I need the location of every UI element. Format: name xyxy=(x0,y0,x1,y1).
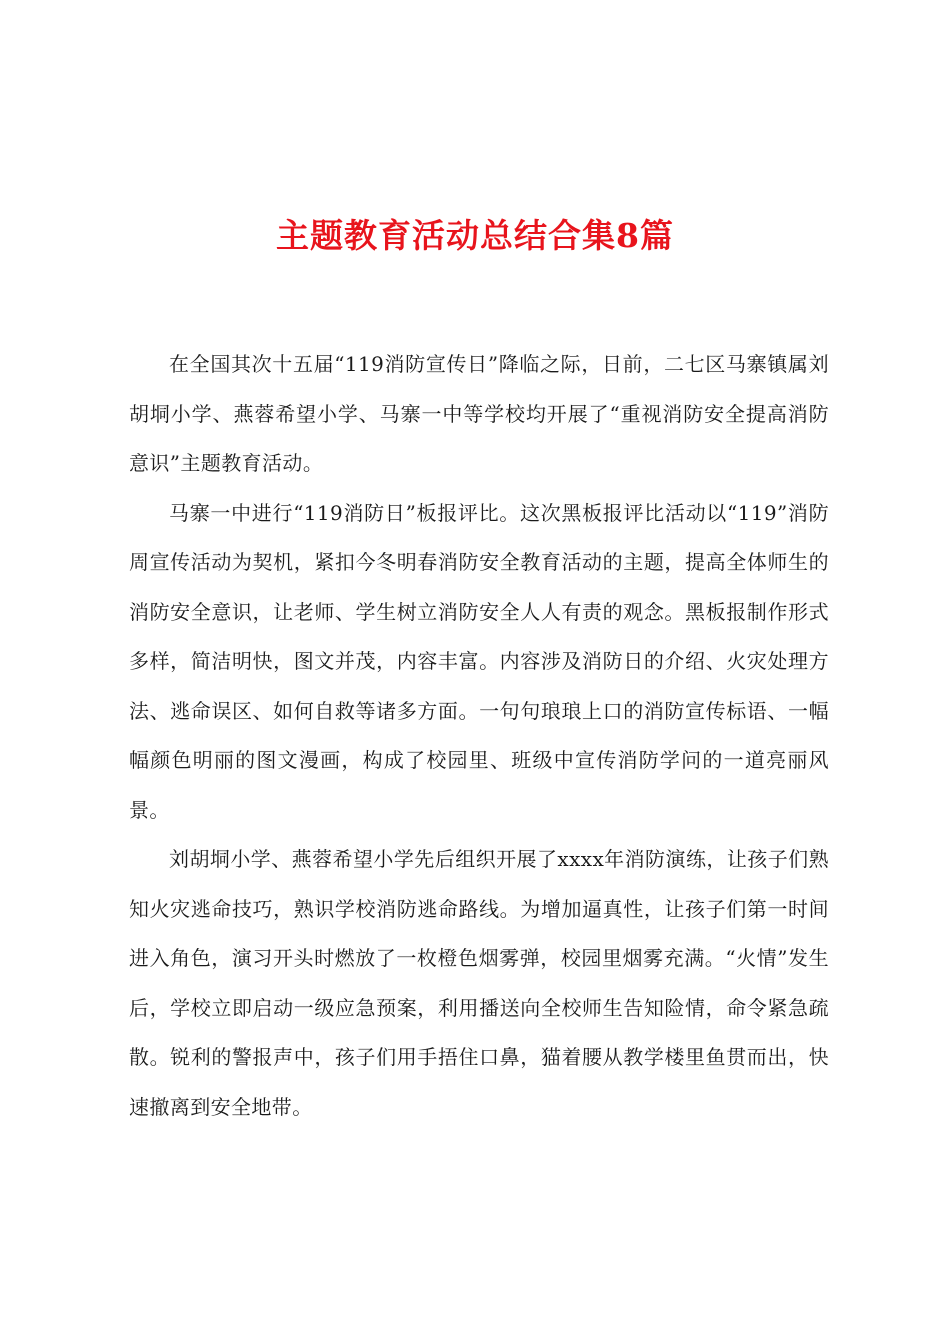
paragraph-3: 刘胡垌小学、燕蓉希望小学先后组织开展了xxxx年消防演练，让孩子们熟知火灾逃命技巧，熟识学校消防逃命路线。为增加逼真性，让孩子们第一时间进入角色，演习开头时燃放了一枚橙色烟雾弹，校园里烟雾充满。“火情”发生后，学校立即启动一级应急预案，利用播送向全校师生告知险情，命令紧急疏散。锐利的警报声中，孩子们用手捂住口鼻，猫着腰从教学楼里鱼贯而出，快速撤离到安全地带。 xyxy=(129,847,829,1119)
paragraph-1: 在全国其次十五届“119消防宣传日”降临之际，日前，二七区马寨镇属刘胡垌小学、燕蓉希望小学、马寨一中等学校均开展了“重视消防安全提高消防意识”主题教育活动。 xyxy=(129,352,829,475)
document-body xyxy=(129,340,829,1132)
document-title: 主题教育活动总结合集8篇 xyxy=(276,216,674,255)
paragraph-2: 马寨一中进行“119消防日”板报评比。这次黑板报评比活动以“119”消防周宣传活动为契机，紧扣今冬明春消防安全教育活动的主题，提高全体师生的消防安全意识，让老师、学生树立消防安全人人有责的观念。黑板报制作形式多样，简洁明快，图文并茂，内容丰富。内容涉及消防日的介绍、火灾处理方法、逃命误区、如何自救等诸多方面。一句句琅琅上口的消防宣传标语、一幅幅颜色明丽的图文漫画，构成了校园里、班级中宣传消防学问的一道亮丽风景。 xyxy=(129,500,829,822)
